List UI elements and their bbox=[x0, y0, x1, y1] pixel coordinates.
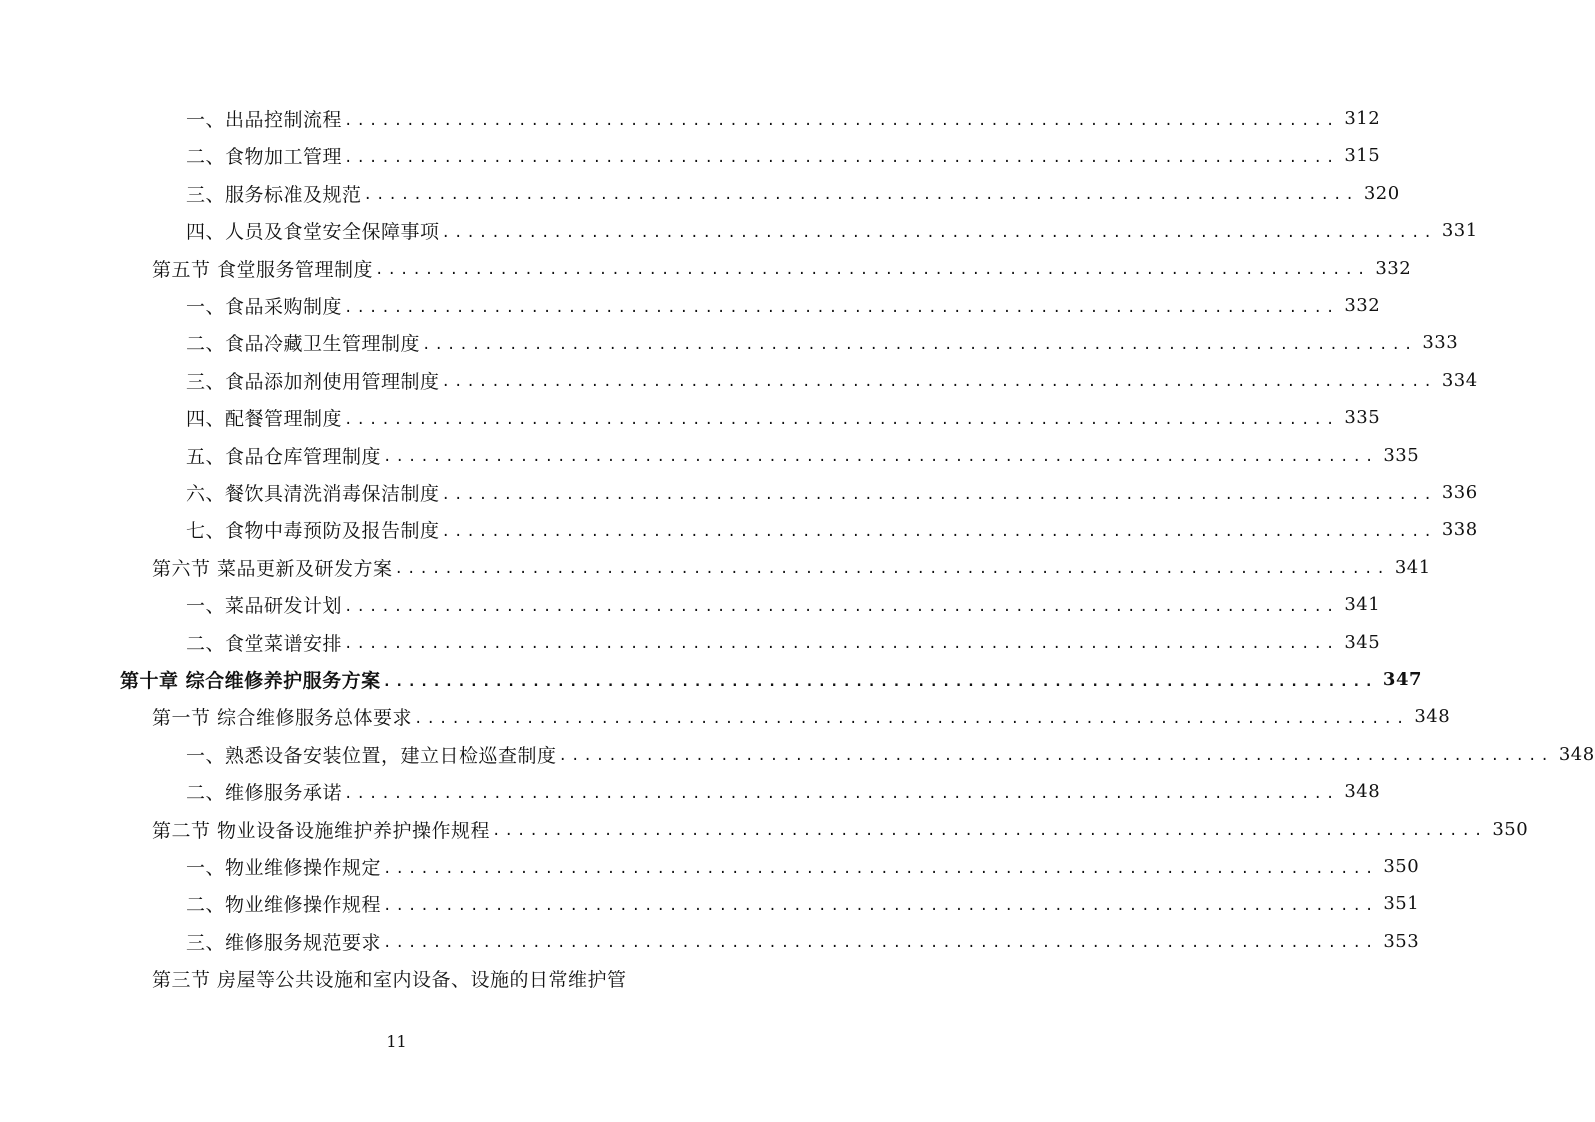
toc-subsection-entry[interactable] bbox=[186, 287, 1381, 324]
toc-dot-leader: ................................................................................ bbox=[383, 897, 1378, 914]
toc-entry-title: 六、餐饮具清洗消毒保洁制度 bbox=[186, 483, 440, 505]
toc-entry-title: 第一节 综合维修服务总体要求 bbox=[152, 707, 413, 730]
toc-entry-title: 二、维修服务承诺 bbox=[186, 782, 343, 805]
toc-dot-leader: ................................................................................ bbox=[344, 636, 1339, 653]
toc-entry-title: 二、物业维修操作规程 bbox=[186, 894, 382, 917]
toc-entry-title: 第五节 食堂服务管理制度 bbox=[152, 258, 374, 281]
toc-entry-page-number: 312 bbox=[1344, 108, 1381, 129]
toc-subsection-entry[interactable] bbox=[186, 736, 1595, 773]
toc-entry-page-number: 335 bbox=[1344, 407, 1381, 429]
toc-subsection-entry[interactable] bbox=[186, 511, 1478, 548]
toc-section-entry[interactable] bbox=[152, 549, 1431, 586]
toc-entry-page-number: 335 bbox=[1383, 444, 1420, 466]
toc-entry-page-number: 334 bbox=[1441, 369, 1478, 391]
toc-entry-title: 二、食物加工管理 bbox=[186, 146, 343, 169]
toc-dot-leader: ................................................................................ bbox=[414, 710, 1409, 727]
toc-dot-leader: ................................................................................ bbox=[441, 374, 1436, 391]
toc-dot-leader: ................................................................................ bbox=[441, 224, 1436, 241]
toc-entry-page-number: 348 bbox=[1558, 743, 1595, 765]
toc-subsection-entry[interactable] bbox=[186, 100, 1381, 137]
toc-entry-page-number: 353 bbox=[1383, 930, 1420, 952]
toc-section-entry[interactable] bbox=[152, 960, 673, 997]
toc-entry-page-number: 348 bbox=[1414, 706, 1451, 728]
toc-chapter-entry[interactable] bbox=[120, 661, 1422, 698]
toc-dot-leader: ................................................................................ bbox=[363, 187, 1358, 204]
toc-subsection-entry[interactable] bbox=[186, 399, 1381, 436]
toc-entry-page-number: 350 bbox=[1383, 856, 1420, 877]
toc-subsection-entry[interactable] bbox=[186, 212, 1478, 249]
toc-entry-page-number: 338 bbox=[1441, 519, 1478, 541]
toc-dot-leader: ................................................................................ bbox=[344, 299, 1339, 316]
toc-entry-title: 三、食品添加剂使用管理制度 bbox=[186, 370, 440, 393]
toc-subsection-entry[interactable] bbox=[186, 848, 1420, 885]
toc-entry-title: 四、配餐管理制度 bbox=[186, 408, 343, 431]
toc-dot-leader: ................................................................................ bbox=[344, 149, 1339, 166]
toc-entry-page-number: 351 bbox=[1383, 893, 1420, 915]
toc-dot-leader: ................................................................................ bbox=[441, 523, 1436, 540]
toc-dot-leader: ................................................................................ bbox=[422, 336, 1417, 353]
toc-entry-page-number: 350 bbox=[1492, 818, 1529, 840]
toc-entry-page-number: 332 bbox=[1344, 295, 1381, 316]
toc-dot-leader: ................................................................................ bbox=[492, 823, 1487, 840]
toc-entry-title: 第六节 菜品更新及研发方案 bbox=[152, 557, 393, 580]
toc-subsection-entry[interactable] bbox=[186, 137, 1381, 174]
toc-entry-page-number: 331 bbox=[1441, 220, 1478, 242]
toc-dot-leader: ................................................................................ bbox=[344, 785, 1339, 802]
toc-entry-title: 一、出品控制流程 bbox=[186, 109, 343, 131]
toc-subsection-entry[interactable] bbox=[186, 175, 1400, 212]
toc-entry-page-number: 320 bbox=[1363, 182, 1400, 204]
page-number: 11 bbox=[386, 1032, 407, 1051]
toc-entry-page-number: 315 bbox=[1344, 145, 1381, 167]
toc-entry-page-number: 333 bbox=[1422, 332, 1459, 354]
toc-entry-page-number: 341 bbox=[1394, 556, 1431, 578]
toc-dot-leader: ................................................................................ bbox=[344, 598, 1339, 615]
toc-subsection-entry[interactable] bbox=[186, 474, 1478, 511]
toc-section-entry[interactable] bbox=[152, 698, 1451, 735]
toc-subsection-entry[interactable] bbox=[186, 437, 1420, 474]
toc-entry-title: 一、熟悉设备安装位置，建立日检巡查制度 bbox=[186, 744, 557, 767]
toc-subsection-entry[interactable] bbox=[186, 362, 1478, 399]
toc-dot-leader: ................................................................................ bbox=[558, 748, 1553, 765]
toc-dot-leader: ................................................................................ bbox=[344, 411, 1339, 428]
toc-subsection-entry[interactable] bbox=[186, 885, 1420, 922]
toc-entry-title: 二、食品冷藏卫生管理制度 bbox=[186, 333, 421, 356]
toc-subsection-entry[interactable] bbox=[186, 773, 1381, 810]
toc-subsection-entry[interactable] bbox=[186, 624, 1381, 661]
toc-entry-title: 三、维修服务规范要求 bbox=[186, 931, 382, 954]
toc-entry-page-number: 336 bbox=[1441, 482, 1478, 503]
toc-entry-title: 第三节 房屋等公共设施和室内设备、设施的日常维护管 bbox=[152, 969, 627, 992]
toc-section-entry[interactable] bbox=[152, 811, 1529, 848]
toc-dot-leader: ................................................................................ bbox=[441, 486, 1436, 503]
toc-dot-leader: ................................................................................ bbox=[383, 860, 1378, 877]
toc-dot-leader: ................................................................................ bbox=[344, 112, 1339, 129]
toc-entry-title: 一、菜品研发计划 bbox=[186, 595, 343, 618]
toc-entry-title: 七、食物中毒预防及报告制度 bbox=[186, 520, 440, 543]
toc-entry-title: 第二节 物业设备设施维护养护操作规程 bbox=[152, 819, 491, 842]
toc-dot-leader: ................................................................................ bbox=[383, 449, 1378, 466]
toc-entry-page-number: 348 bbox=[1344, 781, 1381, 803]
toc-section-entry[interactable] bbox=[152, 250, 1412, 287]
toc-dot-leader: ................................................................................ bbox=[394, 561, 1389, 578]
toc-subsection-entry[interactable] bbox=[186, 923, 1420, 960]
toc-entry-title: 三、服务标准及规范 bbox=[186, 183, 362, 206]
toc-entry-title: 五、食品仓库管理制度 bbox=[186, 445, 382, 468]
toc-entry-title: 二、食堂菜谱安排 bbox=[186, 632, 343, 655]
toc-subsection-entry[interactable] bbox=[186, 324, 1459, 361]
toc-entry-title: 四、人员及食堂安全保障事项 bbox=[186, 221, 440, 244]
toc-subsection-entry[interactable] bbox=[186, 586, 1381, 623]
toc-entry-page-number: 332 bbox=[1375, 257, 1412, 279]
toc-entry-page-number: 345 bbox=[1344, 631, 1381, 653]
toc-dot-leader: ................................................................................ bbox=[383, 935, 1378, 952]
toc-entry-page-number: 347 bbox=[1382, 669, 1422, 690]
toc-entry-title: 一、物业维修操作规定 bbox=[186, 857, 382, 879]
toc-dot-leader: ................................................................................ bbox=[382, 673, 1377, 690]
toc-dot-leader: ................................................................................ bbox=[375, 262, 1370, 279]
toc-entry-page-number: 341 bbox=[1344, 594, 1381, 616]
toc-entry-title: 一、食品采购制度 bbox=[186, 296, 343, 318]
toc-entry-title: 第十章 综合维修养护服务方案 bbox=[120, 670, 381, 692]
